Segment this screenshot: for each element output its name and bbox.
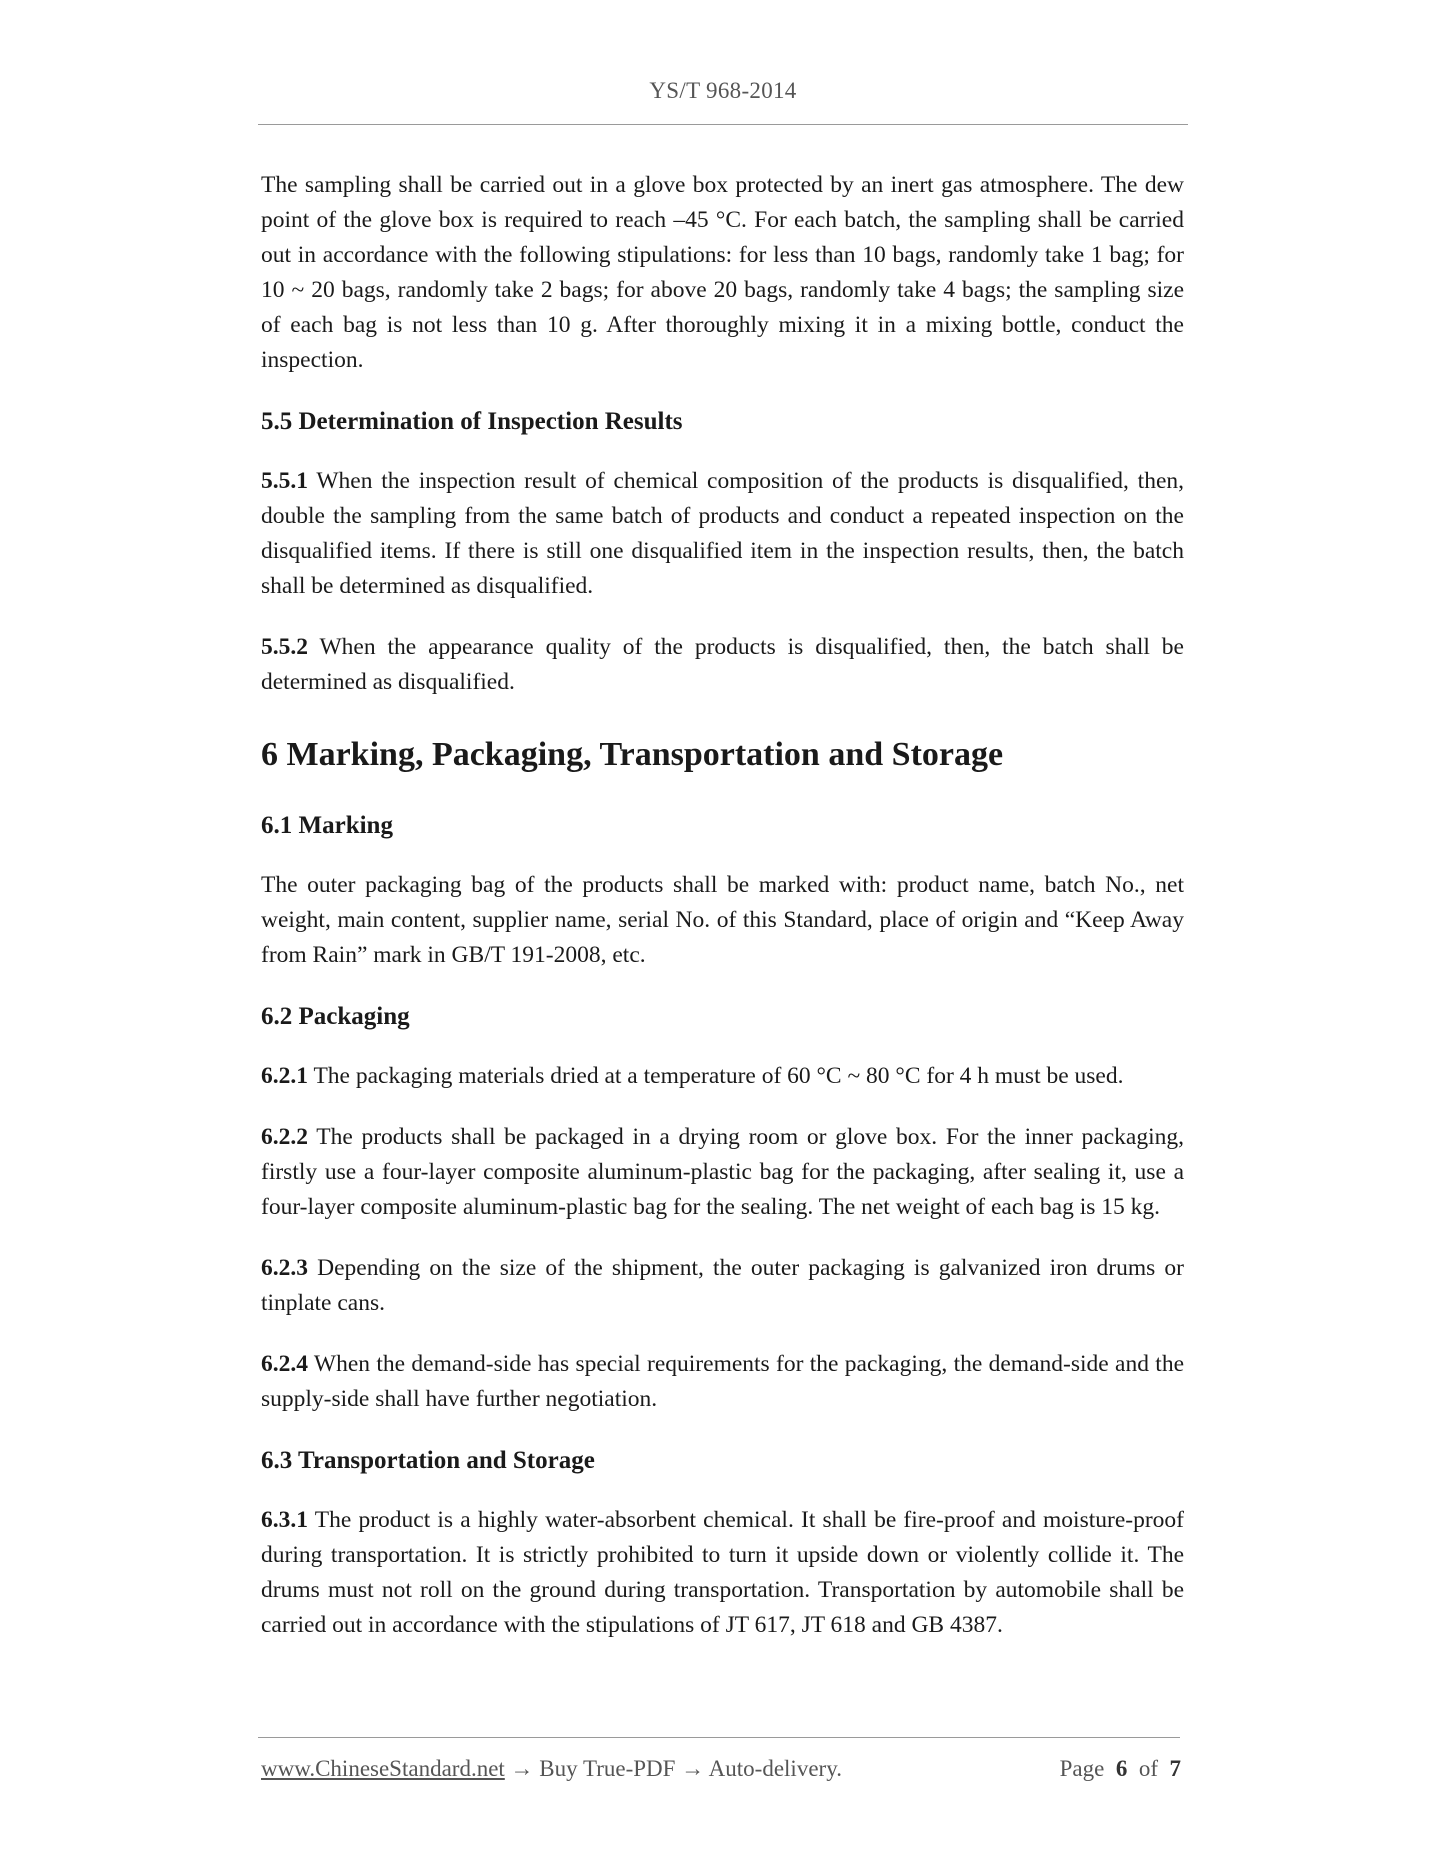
clause-text: When the appearance quality of the products is disqualified, then, the batch shall be determined as disqualified. xyxy=(261,634,1184,695)
clause-number: 5.5.2 xyxy=(261,634,308,660)
page-header-standard-code: YS/T 968-2014 xyxy=(649,78,797,103)
page-label: Page xyxy=(1059,1756,1105,1781)
clause-number: 6.2.2 xyxy=(261,1124,308,1150)
clause-6-2-1 xyxy=(261,1059,1184,1094)
clause-text: Depending on the size of the shipment, the outer packaging is galvanized iron drums or tinplate cans. xyxy=(261,1255,1184,1316)
page-number xyxy=(1060,1756,1181,1782)
clause-number: 6.2.4 xyxy=(261,1351,308,1377)
section-5-5-heading: 5.5 Determination of Inspection Results xyxy=(261,408,683,435)
arrow-right-icon: → xyxy=(681,1756,705,1781)
clause-number: 6.3.1 xyxy=(261,1507,308,1533)
section-6-heading: 6 Marking, Packaging, Transportation and Storage xyxy=(261,736,1004,773)
clause-number: 6.2.1 xyxy=(261,1063,308,1089)
header-divider xyxy=(258,124,1188,125)
arrow-right-icon: → xyxy=(510,1756,534,1781)
section-6-3-heading: 6.3 Transportation and Storage xyxy=(261,1447,595,1474)
clause-6-2-4 xyxy=(261,1347,1184,1417)
clause-6-2-3 xyxy=(261,1251,1184,1321)
of-label: of xyxy=(1138,1756,1158,1781)
footer-divider xyxy=(258,1737,1180,1738)
clause-number: 5.5.1 xyxy=(261,468,308,494)
page-total: 7 xyxy=(1169,1756,1181,1781)
document-body xyxy=(261,168,1184,1669)
clause-6-1-text: The outer packaging bag of the products shall be marked with: product name, batch No., net weight, main content, supplier name, serial No. of this Standard, place of origin and “Keep Away from Rain” mark in GB/T 191-2008, etc. xyxy=(261,872,1184,968)
section-6-1-heading: 6.1 Marking xyxy=(261,812,393,839)
clause-text: When the inspection result of chemical composition of the products is disqualified, then, double the sampling from the same batch of products and conduct a repeated inspection on the disqualified items. If there is still one disqualified item in the inspection results, then, the batch shall be determined as disqualified. xyxy=(261,468,1184,599)
clause-6-3-1 xyxy=(261,1503,1184,1643)
page-current: 6 xyxy=(1115,1756,1128,1781)
clause-text: The packaging materials dried at a temperature of 60 °C ~ 80 °C for 4 h must be used. xyxy=(308,1063,1124,1089)
clause-text: When the demand-side has special requirements for the packaging, the demand-side and the supply-side shall have further negotiation. xyxy=(261,1351,1184,1412)
clause-5-5-1 xyxy=(261,464,1184,604)
site-link[interactable]: www.ChineseStandard.net xyxy=(261,1756,505,1781)
clause-text: The products shall be packaged in a drying room or glove box. For the inner packaging, firstly use a four-layer composite aluminum-plastic bag for the packaging, after sealing it, use a four-layer composite aluminum-plastic bag for the sealing. The net weight of each bag is 15 kg. xyxy=(261,1124,1184,1220)
clause-6-2-2 xyxy=(261,1120,1184,1225)
clause-text: The product is a highly water-absorbent chemical. It shall be fire-proof and moisture-proof during transportation. It is strictly prohibited to turn it upside down or violently collide it. The drums must not roll on the ground during transportation. Transportation by automobile shall be carried out in accordance with the stipulations of JT 617, JT 618 and GB 4387. xyxy=(261,1507,1184,1638)
buy-true-pdf-text: Buy True-PDF xyxy=(539,1756,676,1781)
clause-number: 6.2.3 xyxy=(261,1255,308,1281)
section-6-2-heading: 6.2 Packaging xyxy=(261,1003,410,1030)
footer-promo xyxy=(261,1756,842,1782)
sampling-paragraph: The sampling shall be carried out in a glove box protected by an inert gas atmosphere. The dew point of the glove box is required to reach –45 °C. For each batch, the sampling shall be carried out in accordance with the following stipulations: for less than 10 bags, randomly take 1 bag; for 10 ~ 20 bags, randomly take 2 bags; for above 20 bags, randomly take 4 bags; the sampling size of each bag is not less than 10 g. After thoroughly mixing it in a mixing bottle, conduct the inspection. xyxy=(261,172,1184,373)
clause-5-5-2 xyxy=(261,630,1184,700)
auto-delivery-text: Auto-delivery. xyxy=(708,1756,842,1781)
